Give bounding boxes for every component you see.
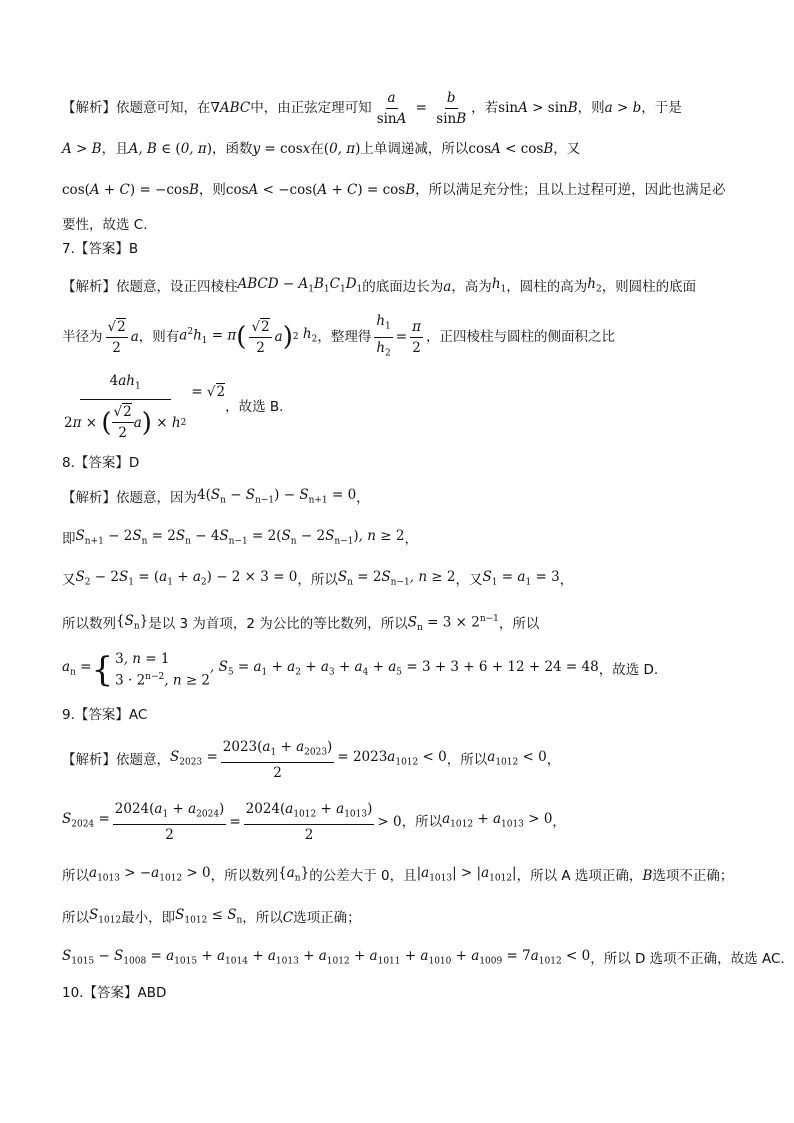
text: 选项正确； [293,909,361,926]
text: ，正四棱柱与圆柱的侧面积之比 [425,329,615,345]
fraction: $\frac{b}{\sin B}$ [436,89,467,127]
text: ，整理得 [317,329,372,345]
text: 【解析】依题意可知，在 [62,100,211,116]
text: 所以数列 [62,615,116,632]
q7-explanation-line-2: 半径为 $\frac{√2}{2}$ a ，则有 $a^2h_1 = \pi$ ( $\frac{√2}{2}$ a ) 2 $h_2$ ，整理得 $\frac{h_1}{h_2}$ = $\frac{\pi}{2}$ ，正四棱柱与圆柱的侧面积之比 [62,315,754,359]
answer-label: 10.【答案】ABD [62,985,167,1001]
answer-label: 7.【答案】B [62,241,139,257]
fraction: $\frac{a}{\sin A}$ [376,89,407,127]
text: ，所以满足充分性；且以上过程可逆，因此也满足必 [415,182,726,198]
fraction: $\frac{2024(a_1 + a_{2024})}{2}$ [114,800,225,844]
text: ，所以 D 选项不正确，故选 AC. [590,950,785,967]
text: 又 [62,571,76,588]
q9-explanation-line-4: 所以 $S_{1012}$ 最小，即 $S_{1012} \le S_n$ ，所以 C 选项正确； [62,907,361,926]
text: 【解析】依题意，因为 [62,489,197,506]
text: 【解析】依题意，设正四棱柱 [62,278,238,295]
text: ，函数 [212,141,253,157]
q9-answer [62,706,754,724]
text: ，则 [198,182,226,198]
q6-explanation-line-1: 【解析】依题意可知，在 ∇ABC 中，由正弦定理可知 $\frac{a}{\sin A}$ = $\frac{b}{\sin B}$ ，若 sinA > sinB ，则 a > b ，于是 [62,89,682,127]
text: ，且 [101,141,129,157]
text: ，故选 B. [225,399,284,415]
fraction: $\frac{√2}{2}$ [107,318,126,356]
answer-label: 8.【答案】D [62,455,140,471]
text: 即 [62,530,76,547]
fraction: $\frac{h_1}{h_2}$ [376,312,391,359]
q8-answer [62,454,754,472]
q8-explanation-line-4: 所以数列 $\{S_n\}$ 是以 3 为首项，2 为公比的等比数列，所以 $S_n = 3 \times 2^{n-1}$ ，所以 [62,612,540,634]
text: ，圆柱的高为 [506,278,588,295]
text: 上单调递减，所以 [360,141,469,157]
text: ，则有 [138,329,180,345]
text: 所以 [62,909,89,926]
text: ，所以 [297,571,338,588]
q7-explanation-line-1: 【解析】依题意，设正四棱柱 ABCD − $A_1B_1C_1D_1$ 的底面边长为 a ，高为 $h_1$ ，圆柱的高为 $h_2$ ，则圆柱的底面 [62,276,697,295]
text: ，所以 A 选项正确， [516,867,643,884]
text: 的底面边长为 [362,278,444,295]
text: ，于是 [641,100,682,116]
text: ，若 [471,100,499,116]
text: ， [552,814,566,830]
fraction: $\frac{\pi}{2}$ [412,318,421,356]
q6-explanation-line-4 [62,216,754,234]
text: ，所以数列 [210,867,279,884]
q9-explanation-line-1: 【解析】依题意， $S_{2023}$ = $\frac{2023(a_1 + a_{2023})}{2}$ = $2023a_{1012} < 0$ ，所以 $a_{1012} < 0$ ， [62,738,561,782]
q8-explanation-line-3: 又 $S_2 - 2S_1 = (a_1 + a_2) - 2 \times 3 = 0$ ，所以 $S_n = 2S_{n-1}$, n ≥ 2 ，又 $S_1 = a_1 = 3$ ， [62,569,574,588]
text: ，高为 [451,278,492,295]
fraction: $\frac{√2}{2}$ [251,318,270,356]
q7-answer [62,240,754,258]
q6-explanation-line-3: cos(A + C) = −cosB ，则 cosA < −cos(A + C) = cosB ，所以满足充分性；且以上过程可逆，因此也满足必 [62,182,726,198]
q8-explanation-line-1: 【解析】依题意，因为 $4(S_n - S_{n-1}) - S_{n+1} = 0$ ， [62,487,370,506]
text: ，又 [553,141,581,157]
q10-answer [62,984,754,1002]
text: 要性，故选 C. [62,217,148,233]
fraction: $\frac{2023(a_1 + a_{2023})}{2}$ [222,738,333,782]
q6-explanation-line-2: A > B ，且 A, B ∈ (0, π) ，函数 y = cosx 在 (0, π) 上单调递减，所以 cosA < cosB ，又 [62,141,581,157]
text: ，则圆柱的底面 [601,278,697,295]
text: 【解析】依题意， [62,752,170,768]
text: ，所以 [242,909,283,926]
q8-explanation-line-5: $a_n$ = { 3, n = 1 $3 \cdot 2^{n-2}$, n ≥ 2 , $S_5 = a_1 + a_2 + a_3 + a_4 + a_5 = 3 + 3 + 6 + 12 + 24 = 48$ ，故选 D. [62,650,659,690]
text: ，故选 D. [598,662,659,678]
q9-explanation-line-3: 所以 $a_{1013} > -a_{1012} > 0$ ，所以数列 $\{a_n\}$ 的公差大于 0，且 $|a_{1013}| > |a_{1012}|$ ，所以 A 选项正确， B 选项不正确； [62,865,734,884]
text: 的公差大于 0，且 [309,867,417,884]
q8-explanation-line-2: 即 $S_{n+1} - 2S_n = 2S_n - 4S_{n-1} = 2(S_n - 2S_{n-1})$, n ≥ 2 ， [62,528,418,547]
text: 在 [310,141,324,157]
text: 半径为 [62,329,103,345]
text: 所以 [62,867,89,884]
q9-explanation-line-5: $S_{1015} - S_{1008} = a_{1015} + a_{1014} + a_{1013} + a_{1012} + a_{1011} + a_{1010} + a_{1009} = 7a_{1012} < 0$ ，所以 D 选项不正确，故选 AC. [62,948,785,967]
text: 中，由正弦定理可知 [250,100,372,116]
text: ，则 [577,100,605,116]
answer-label: 9.【答案】AC [62,707,148,723]
q7-explanation-line-3: $4ah_1$ 2 π × ( $\frac{√2}{2}$ a ) × h 2 = √2 ，故选 B. [64,372,284,442]
text: 选项不正确； [652,867,734,884]
text: 是以 3 为首项，2 为公比的等比数列，所以 [148,615,408,632]
fraction: $4ah_1$ 2 π × ( $\frac{√2}{2}$ a ) × h 2 [64,372,187,442]
text: ，又 [455,571,483,588]
text: ， [546,752,561,768]
text: ，所以 [498,615,540,632]
text: 最小，即 [121,909,176,926]
text: ，所以 [446,752,488,768]
fraction: $\frac{2024(a_{1012} + a_{1013})}{2}$ [245,800,373,844]
text: ， [559,571,574,588]
q9-explanation-line-2: $S_{2024}$ = $\frac{2024(a_1 + a_{2024})}{2}$ = $\frac{2024(a_{1012} + a_{1013})}{2}$ > 0 ，所以 $a_{1012} + a_{1013} > 0$ ， [62,800,566,844]
text: ，所以 [401,814,443,830]
text: ， [404,530,418,547]
